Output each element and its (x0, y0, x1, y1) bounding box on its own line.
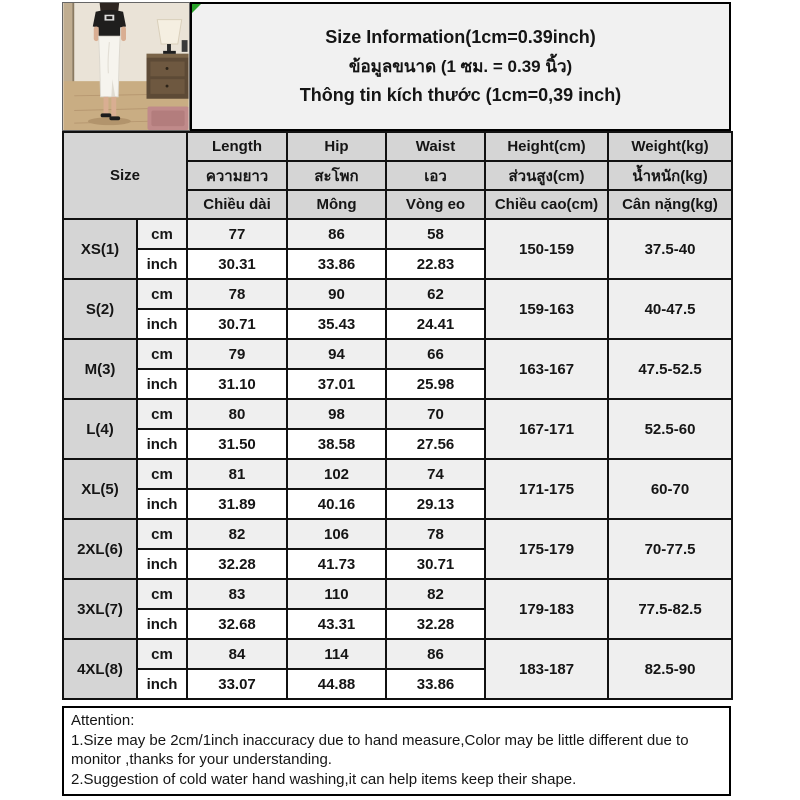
header-weight-vi: Cân nặng(kg) (608, 190, 732, 219)
unit-cell-cm: cm (137, 579, 187, 609)
unit-cell-inch: inch (137, 609, 187, 639)
measure-cell-cm: 82 (187, 519, 287, 549)
height-range-cell: 183-187 (485, 639, 608, 699)
product-photo (62, 2, 190, 131)
measure-cell-inch: 30.71 (187, 309, 287, 339)
measure-cell-cm: 77 (187, 219, 287, 249)
weight-range-cell: 60-70 (608, 459, 732, 519)
measure-cell-inch: 31.10 (187, 369, 287, 399)
measure-cell-cm: 79 (187, 339, 287, 369)
measure-cell-cm: 114 (287, 639, 386, 669)
measure-cell-cm: 90 (287, 279, 386, 309)
size-table-body (63, 219, 732, 699)
measure-cell-inch: 40.16 (287, 489, 386, 519)
product-photo-illustration (63, 3, 189, 130)
measure-cell-cm: 110 (287, 579, 386, 609)
size-header-cell: Size (63, 132, 187, 219)
unit-cell-cm: cm (137, 399, 187, 429)
unit-cell-cm: cm (137, 339, 187, 369)
header-length-en: Length (187, 132, 287, 161)
table-row (63, 339, 732, 369)
table-row (63, 519, 732, 549)
header-height-en: Height(cm) (485, 132, 608, 161)
title-line-en: Size Information(1cm=0.39inch) (325, 27, 596, 47)
measure-cell-inch: 32.28 (187, 549, 287, 579)
measure-cell-cm: 86 (287, 219, 386, 249)
top-band (62, 2, 731, 131)
measure-cell-inch: 44.88 (287, 669, 386, 699)
measure-cell-cm: 70 (386, 399, 485, 429)
unit-cell-inch: inch (137, 309, 187, 339)
size-table-header (63, 132, 732, 219)
size-label-cell: XL(5) (63, 459, 137, 519)
unit-cell-cm: cm (137, 279, 187, 309)
unit-cell-inch: inch (137, 669, 187, 699)
height-range-cell: 150-159 (485, 219, 608, 279)
measure-cell-inch: 22.83 (386, 249, 485, 279)
attention-box (62, 706, 731, 796)
weight-range-cell: 77.5-82.5 (608, 579, 732, 639)
unit-cell-inch: inch (137, 489, 187, 519)
measure-cell-inch: 32.68 (187, 609, 287, 639)
measure-cell-cm: 78 (187, 279, 287, 309)
measure-cell-inch: 33.86 (386, 669, 485, 699)
unit-cell-inch: inch (137, 249, 187, 279)
measure-cell-cm: 86 (386, 639, 485, 669)
height-range-cell: 163-167 (485, 339, 608, 399)
weight-range-cell: 82.5-90 (608, 639, 732, 699)
measure-cell-inch: 35.43 (287, 309, 386, 339)
measure-cell-inch: 41.73 (287, 549, 386, 579)
size-label-cell: M(3) (63, 339, 137, 399)
size-label-cell: S(2) (63, 279, 137, 339)
measure-cell-inch: 43.31 (287, 609, 386, 639)
header-height-vi: Chiều cao(cm) (485, 190, 608, 219)
header-hip-vi: Mông (287, 190, 386, 219)
unit-cell-cm: cm (137, 459, 187, 489)
weight-range-cell: 40-47.5 (608, 279, 732, 339)
attention-note-2: 2.Suggestion of cold water hand washing,it can help items keep their shape. (71, 770, 577, 788)
unit-cell-cm: cm (137, 519, 187, 549)
header-weight-en: Weight(kg) (608, 132, 732, 161)
height-range-cell: 159-163 (485, 279, 608, 339)
height-range-cell: 175-179 (485, 519, 608, 579)
unit-cell-inch: inch (137, 549, 187, 579)
unit-cell-inch: inch (137, 429, 187, 459)
measure-cell-cm: 62 (386, 279, 485, 309)
attention-note-1: 1.Size may be 2cm/1inch inaccuracy due to hand measure,Color may be little different due to monitor ,thanks for your understanding. (71, 731, 689, 768)
measure-cell-cm: 82 (386, 579, 485, 609)
measure-cell-cm: 83 (187, 579, 287, 609)
measure-cell-cm: 102 (287, 459, 386, 489)
header-waist-vi: Vòng eo (386, 190, 485, 219)
height-range-cell: 167-171 (485, 399, 608, 459)
table-row (63, 399, 732, 429)
size-label-cell: 2XL(6) (63, 519, 137, 579)
title-line-vi: Thông tin kích thước (1cm=0,39 inch) (299, 85, 622, 105)
measure-cell-cm: 98 (287, 399, 386, 429)
measure-cell-inch: 25.98 (386, 369, 485, 399)
weight-range-cell: 37.5-40 (608, 219, 732, 279)
unit-cell-cm: cm (137, 219, 187, 249)
height-range-cell: 171-175 (485, 459, 608, 519)
weight-range-cell: 52.5-60 (608, 399, 732, 459)
measure-cell-cm: 94 (287, 339, 386, 369)
weight-range-cell: 47.5-52.5 (608, 339, 732, 399)
measure-cell-cm: 74 (386, 459, 485, 489)
measure-cell-cm: 84 (187, 639, 287, 669)
measure-cell-inch: 32.28 (386, 609, 485, 639)
header-height-th: ส่วนสูง(cm) (485, 161, 608, 190)
size-chart-page (62, 2, 731, 796)
header-weight-th: น้ำหนัก(kg) (608, 161, 732, 190)
measure-cell-cm: 80 (187, 399, 287, 429)
size-label-cell: 3XL(7) (63, 579, 137, 639)
measure-cell-inch: 24.41 (386, 309, 485, 339)
weight-range-cell: 70-77.5 (608, 519, 732, 579)
header-waist-en: Waist (386, 132, 485, 161)
size-label-cell: XS(1) (63, 219, 137, 279)
table-row (63, 279, 732, 309)
measure-cell-cm: 106 (287, 519, 386, 549)
size-label-cell: L(4) (63, 399, 137, 459)
table-row (63, 579, 732, 609)
header-length-th: ความยาว (187, 161, 287, 190)
title-box (190, 2, 731, 131)
measure-cell-inch: 30.71 (386, 549, 485, 579)
measure-cell-inch: 38.58 (287, 429, 386, 459)
measure-cell-inch: 27.56 (386, 429, 485, 459)
measure-cell-cm: 78 (386, 519, 485, 549)
table-row (63, 219, 732, 249)
measure-cell-inch: 29.13 (386, 489, 485, 519)
height-range-cell: 179-183 (485, 579, 608, 639)
measure-cell-inch: 33.86 (287, 249, 386, 279)
measure-cell-inch: 31.50 (187, 429, 287, 459)
header-waist-th: เอว (386, 161, 485, 190)
measure-cell-cm: 58 (386, 219, 485, 249)
unit-cell-cm: cm (137, 639, 187, 669)
measure-cell-inch: 30.31 (187, 249, 287, 279)
table-row (63, 459, 732, 489)
measure-cell-inch: 31.89 (187, 489, 287, 519)
size-label-cell: 4XL(8) (63, 639, 137, 699)
header-row-en (63, 132, 732, 161)
size-table (62, 131, 733, 700)
header-length-vi: Chiều dài (187, 190, 287, 219)
title-line-th: ข้อมูลขนาด (1 ซม. = 0.39 นิ้ว) (348, 57, 573, 76)
measure-cell-cm: 66 (386, 339, 485, 369)
measure-cell-cm: 81 (187, 459, 287, 489)
header-hip-en: Hip (287, 132, 386, 161)
measure-cell-inch: 33.07 (187, 669, 287, 699)
table-row (63, 639, 732, 669)
measure-cell-inch: 37.01 (287, 369, 386, 399)
corner-marker-icon (192, 4, 201, 13)
unit-cell-inch: inch (137, 369, 187, 399)
header-hip-th: สะโพก (287, 161, 386, 190)
attention-heading: Attention: (71, 712, 135, 729)
